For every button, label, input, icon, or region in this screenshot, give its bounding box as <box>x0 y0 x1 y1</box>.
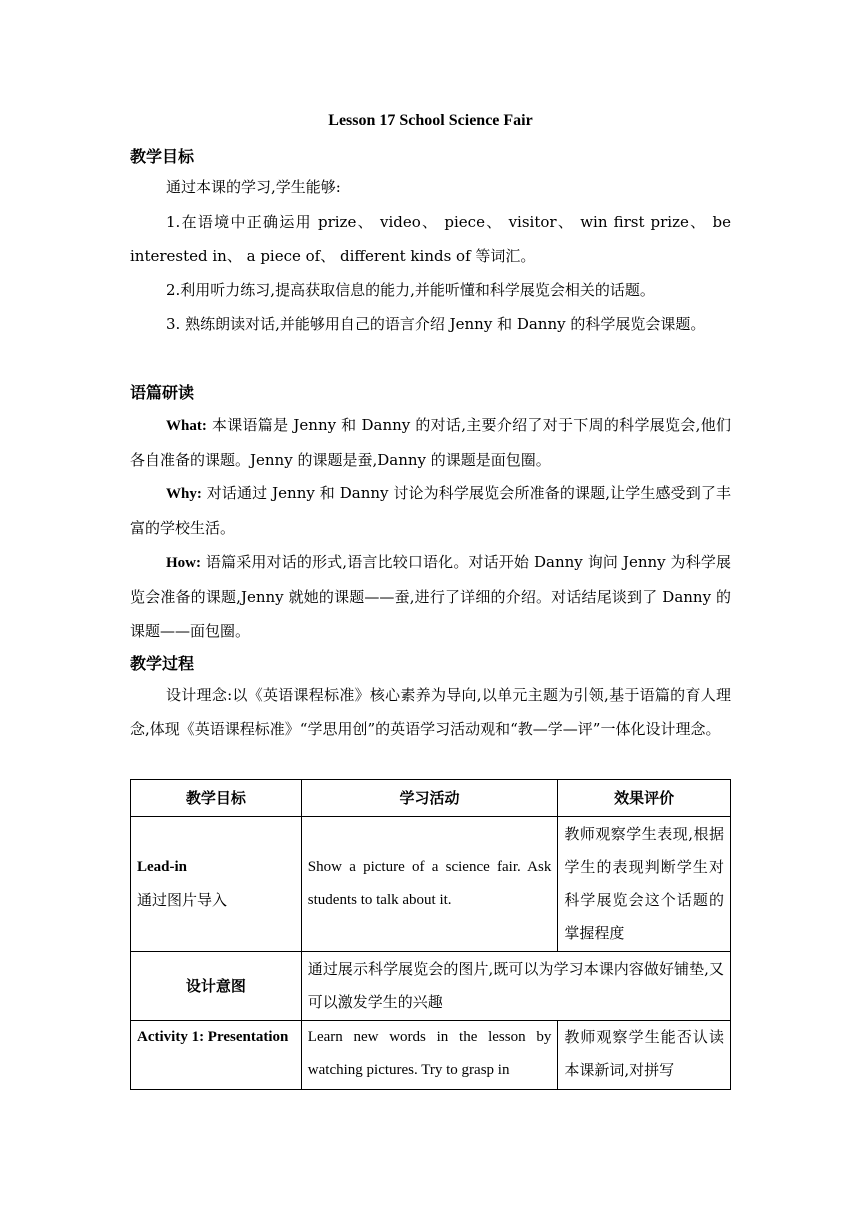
leadin-evaluation: 教师观察学生表现,根据学生的表现判断学生对科学展览会这个话题的掌握程度 <box>558 817 731 952</box>
goal-1: 1.在语境中正确运用 prize、 video、 piece、 visitor、 win first prize、 be interested in、 a piece of、 different kinds of 等词汇。 <box>130 213 731 265</box>
why-text: 对话通过 Jenny 和 Danny 讨论为科学展览会所准备的课题,让学生感受到了丰富的学校生活。 <box>130 484 731 537</box>
table-row-activity1 <box>131 1021 731 1090</box>
how-paragraph <box>130 545 731 648</box>
table-header-activity: 学习活动 <box>301 780 558 817</box>
what-text: 本课语篇是 Jenny 和 Danny 的对话,主要介绍了对于下周的科学展览会,他们各自准备的课题。Jenny 的课题是蚕,Danny 的课题是面包圈。 <box>130 416 731 469</box>
how-text: 语篇采用对话的形式,语言比较口语化。对话开始 Danny 询问 Jenny 为科学展览会准备的课题,Jenny 就她的课题——蚕,进行了详细的介绍。对话结尾谈到了 Danny 的课题——面包圈。 <box>130 553 731 640</box>
section-heading-reading: 语篇研读 <box>130 383 195 402</box>
table-header-evaluation: 效果评价 <box>558 780 731 817</box>
goal-3: 3. 熟练朗读对话,并能够用自己的语言介绍 Jenny 和 Danny 的科学展览会课题。 <box>166 315 706 333</box>
why-label: Why: <box>166 486 202 502</box>
table-header-goal: 教学目标 <box>131 780 302 817</box>
table-row-leadin <box>131 817 731 952</box>
why-paragraph <box>130 476 731 545</box>
how-label: How: <box>166 555 201 571</box>
table-row-intent <box>131 952 731 1021</box>
section-heading-goals: 教学目标 <box>130 147 195 166</box>
what-label: What: <box>166 418 207 434</box>
activity1-title: Activity 1: Presentation <box>131 1021 302 1090</box>
activity1-evaluation: 教师观察学生能否认读本课新词,对拼写 <box>558 1021 731 1090</box>
leadin-goal-cell <box>131 817 302 952</box>
goal-2: 2.利用听力练习,提高获取信息的能力,并能听懂和科学展览会相关的话题。 <box>166 281 655 299</box>
leadin-activity: Show a picture of a science fair. Ask students to talk about it. <box>301 817 558 952</box>
section-heading-process: 教学过程 <box>130 654 195 673</box>
leadin-title: Lead-in <box>137 859 188 875</box>
document-title: Lesson 17 School Science Fair <box>328 112 533 129</box>
what-paragraph <box>130 408 731 477</box>
leadin-subtitle: 通过图片导入 <box>137 891 228 909</box>
intent-text: 通过展示科学展览会的图片,既可以为学习本课内容做好铺垫,又可以激发学生的兴趣 <box>301 952 730 1021</box>
teaching-process-table <box>130 779 731 1090</box>
goals-intro: 通过本课的学习,学生能够: <box>166 178 341 196</box>
table-header-row <box>131 780 731 817</box>
design-concept: 设计理念:以《英语课程标准》核心素养为导向,以单元主题为引领,基于语篇的育人理念,体现《英语课程标准》“学思用创”的英语学习活动观和“教—学—评”一体化设计理念。 <box>130 686 731 738</box>
intent-label: 设计意图 <box>131 952 302 1021</box>
activity1-activity: Learn new words in the lesson by watching pictures. Try to grasp in <box>301 1021 558 1090</box>
